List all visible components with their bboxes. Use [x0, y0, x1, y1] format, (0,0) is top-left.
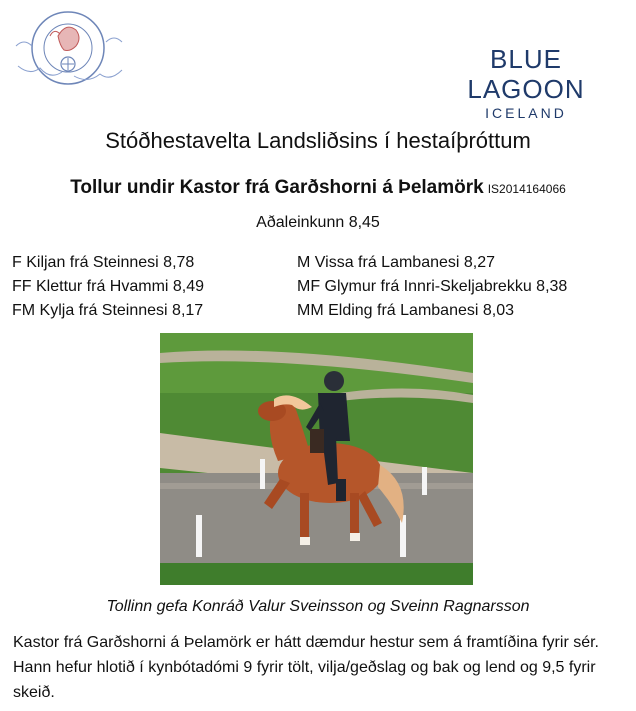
logo-brand-text: BLUE LAGOON [467, 44, 585, 104]
page-title: Stóðhestavelta Landsliðsins í hestaíþróttum [105, 128, 531, 153]
pedigree-item: F Kiljan frá Steinnesi 8,78 [12, 254, 195, 271]
stallion-name: Tollur undir Kastor frá Garðshorni á Þelamörk [70, 177, 484, 198]
pedigree-item: FF Klettur frá Hvammi 8,49 [12, 278, 205, 295]
registration-number: IS2014164066 [487, 182, 566, 196]
page-subtitle [0, 177, 636, 199]
pedigree-item: MM Elding frá Lambanesi 8,03 [297, 302, 514, 319]
pedigree-sire-side [12, 251, 204, 323]
blue-lagoon-logo [430, 44, 622, 121]
pedigree-item: M Vissa frá Lambanesi 8,27 [297, 254, 496, 271]
main-score: Aðaleinkunn 8,45 [256, 214, 380, 231]
pedigree-item: FM Kylja frá Steinnesi 8,17 [12, 302, 204, 319]
landssamband-logo [10, 6, 128, 94]
photo-caption: Tollinn gefa Konráð Valur Sveinsson og Sveinn Ragnarsson [106, 598, 530, 615]
pedigree-dam-side [297, 251, 567, 323]
horse-photo [160, 333, 473, 585]
description-paragraph: Kastor frá Garðshorni á Þelamörk er hátt dæmdur hestur sem á framtíðina fyrir sér. Hann hefur hlotið í kynbótadómi 9 fyrir tölt, vilja/geðslag og bak og lend og 9,5 fyrir skeið. [13, 634, 599, 701]
logo-sub-text: ICELAND [485, 105, 567, 121]
pedigree-item: MF Glymur frá Innri-Skeljabrekku 8,38 [297, 278, 568, 295]
